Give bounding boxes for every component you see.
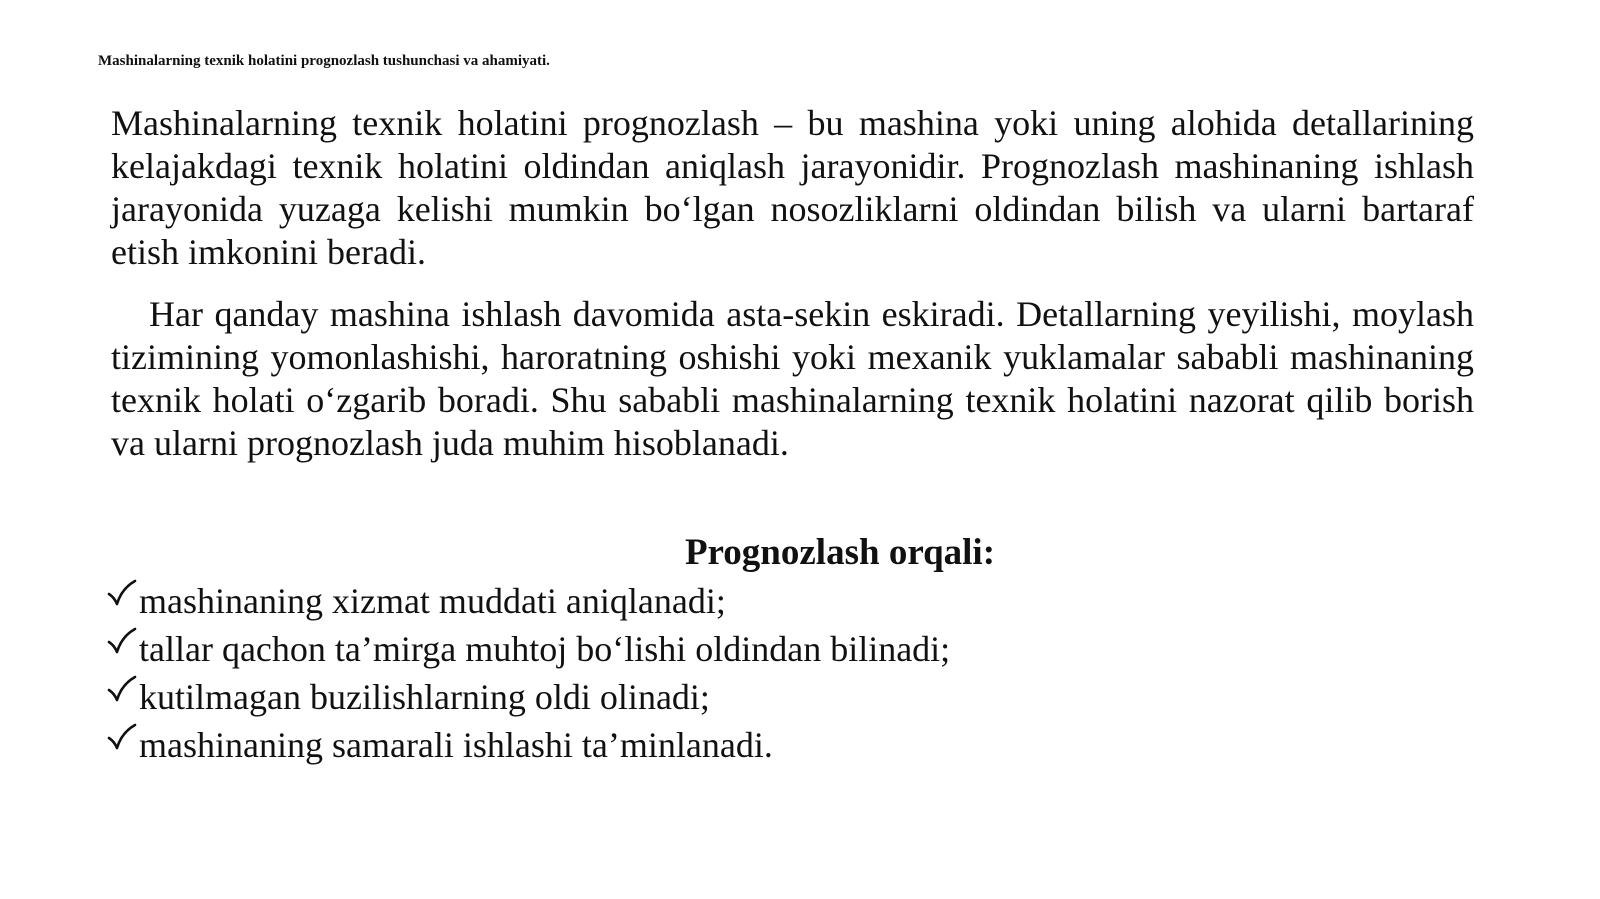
slide-title: Mashinalarning texnik holatini prognozlash tushunchasi va ahamiyati. <box>98 53 550 69</box>
check-icon <box>107 723 137 753</box>
check-icon <box>107 675 137 705</box>
bullet-text: mashinaning samarali ishlashi ta’minlanadi. <box>139 725 773 765</box>
paragraph-wear: Har qanday mashina ishlash davomida asta-sekin eskiradi. Detallarning yeyilishi, moylash tizimining yomonlashishi, haroratning oshishi yoki mexanik yuklamalar sababli mashinaning texnik holati o‘zgarib boradi. Shu sababli mashinalarning texnik holatini nazorat qilib borish va ularni prognozlash juda muhim hisoblanadi. <box>111 294 1474 463</box>
list-item <box>107 721 950 769</box>
bullet-text: mashinaning xizmat muddati aniqlanadi; <box>139 581 726 621</box>
bullet-text: kutilmagan buzilishlarning oldi olinadi; <box>139 677 710 717</box>
list-item <box>107 577 950 625</box>
bullet-list <box>107 577 950 769</box>
section-heading: Prognozlash orqali: <box>684 532 996 573</box>
list-item <box>107 673 950 721</box>
check-icon <box>107 627 137 657</box>
paragraph-definition: Mashinalarning texnik holatini prognozlash – bu mashina yoki uning alohida detallarining kelajakdagi texnik holatini oldindan aniqlash jarayonidir. Prognozlash mashinaning ishlash jarayonida yuzaga kelishi mumkin bo‘lgan nosozliklarni oldindan bilish va ularni bartaraf etish imkonini beradi. <box>111 103 1474 272</box>
list-item <box>107 625 950 673</box>
check-icon <box>107 579 137 609</box>
bullet-text: tallar qachon ta’mirga muhtoj bo‘lishi oldindan bilinadi; <box>139 629 951 669</box>
